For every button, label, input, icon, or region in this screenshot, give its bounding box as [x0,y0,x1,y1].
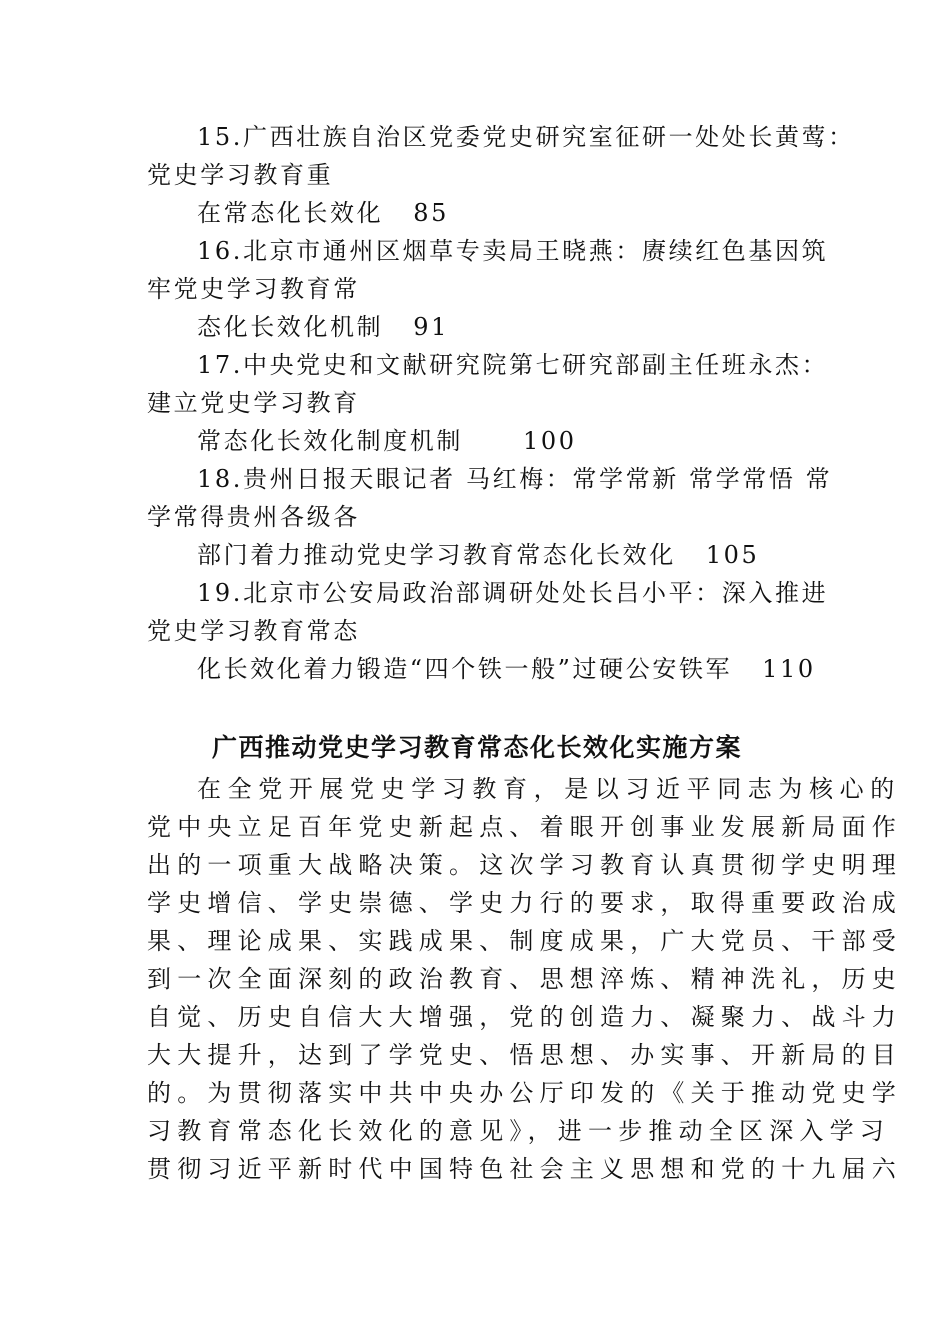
toc-entry-18-line2: 学常得贵州各级各 [147,503,360,531]
toc-entry-18-line1: 18.贵州日报天眼记者 马红梅：常学常新 常学常悟 常 [197,465,833,493]
toc-entry-16-line3 [197,308,449,346]
toc-entry-19-page: 110 [762,655,816,683]
toc-entry-19-line1: 19.北京市公安局政治部调研处处长吕小平：深入推进 [197,579,829,607]
article-line: 大大提升，达到了学党史、悟思想、办实事、开新局的目 [147,1041,902,1069]
toc-entry-19-text: 化长效化着力锻造“四个铁一般”过硬公安铁军 [197,655,733,683]
article-line: 到一次全面深刻的政治教育、思想淬炼、精神洗礼，历史 [147,965,902,993]
toc-entry-15-line2: 党史学习教育重 [147,161,334,189]
article-title: 广西推动党史学习教育常态化长效化实施方案 [211,733,742,762]
article-line: 的。为贯彻落实中共中央办公厅印发的《关于推动党史学 [147,1079,902,1107]
article-line: 自觉、历史自信大大增强，党的创造力、凝聚力、战斗力 [147,1003,902,1031]
toc-entry-17-text: 常态化长效化制度机制 [197,427,463,455]
article-line: 贯彻习近平新时代中国特色社会主义思想和党的十九届六 [147,1155,902,1183]
toc-entry-16-line2: 牢党史学习教育常 [147,275,360,303]
toc-entry-17-line3 [197,422,577,460]
toc-entry-15-page: 85 [413,199,449,227]
article-line: 出的一项重大战略决策。这次学习教育认真贯彻学史明理 [147,851,902,879]
toc-entry-16-page: 91 [413,313,449,341]
toc-entry-15-text: 在常态化长效化 [197,199,384,227]
toc-entry-18-line3 [197,536,759,574]
toc-entry-17-page: 100 [523,427,577,455]
article-line: 果、理论成果、实践成果、制度成果，广大党员、干部受 [147,927,902,955]
toc-entry-19-line3 [197,650,816,688]
article-line: 习教育常态化长效化的意见》，进一步推动全区深入学习 [147,1117,890,1145]
toc-entry-18-page: 105 [705,541,760,569]
article-line: 党中央立足百年党史新起点、着眼开创事业发展新局面作 [147,813,902,841]
toc-entry-17-line1: 17.中央党史和文献研究院第七研究部副主任班永杰： [197,351,829,379]
toc-entry-19-line2: 党史学习教育常态 [147,617,360,645]
article-line: 在全党开展党史学习教育，是以习近平同志为核心的 [197,775,901,803]
toc-entry-16-text: 态化长效化机制 [197,313,384,341]
article-line: 学史增信、学史崇德、学史力行的要求，取得重要政治成 [147,889,902,917]
toc-entry-18-text: 部门着力推动党史学习教育常态化长效化 [197,541,676,569]
toc-entry-15-line1: 15.广西壮族自治区党委党史研究室征研一处处长黄莺： [197,123,855,151]
toc-entry-17-line2: 建立党史学习教育 [147,389,360,417]
toc-entry-15-line3 [197,194,449,232]
toc-entry-16-line1: 16.北京市通州区烟草专卖局王晓燕：赓续红色基因筑 [197,237,829,265]
